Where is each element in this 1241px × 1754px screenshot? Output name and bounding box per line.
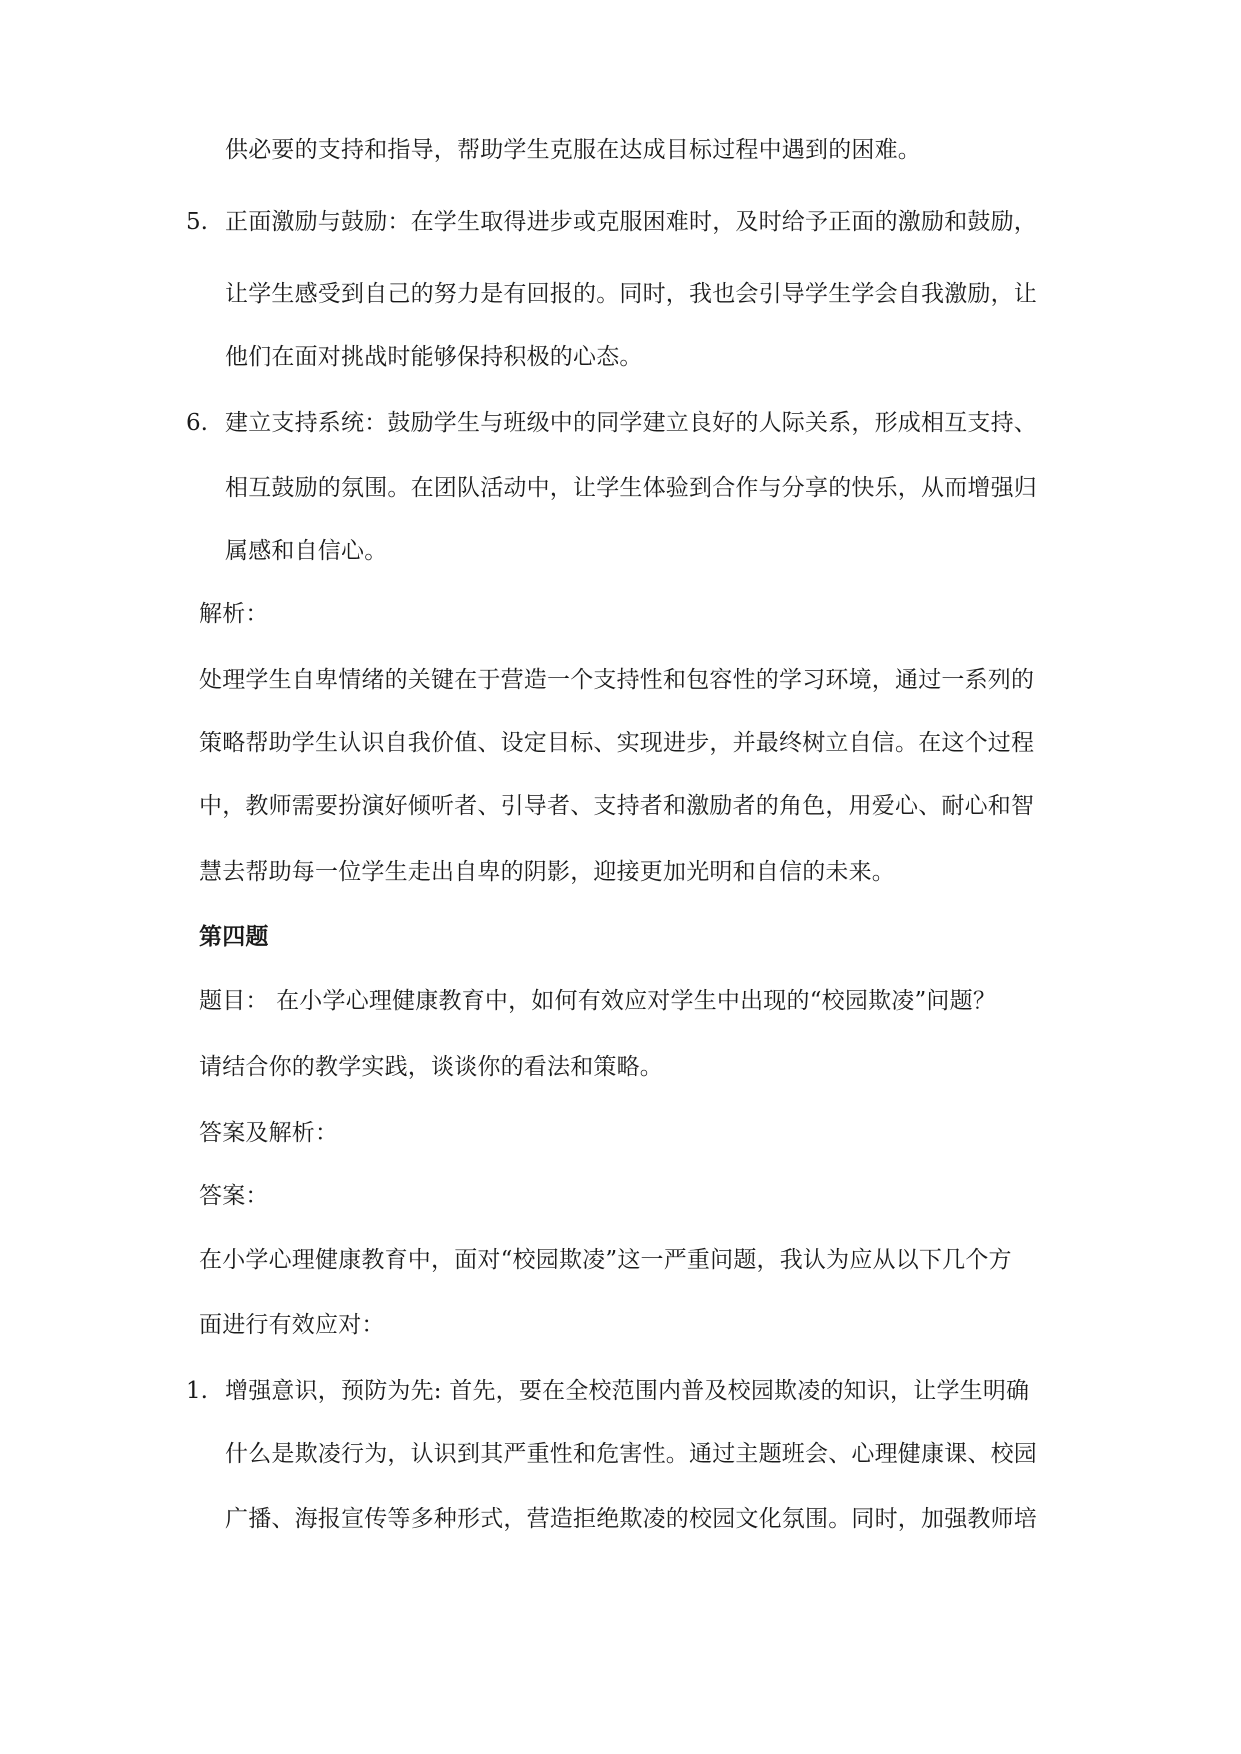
list-number-1: 1. — [186, 1378, 208, 1404]
answer-label: 答案： — [199, 1183, 269, 1209]
item6-line-3: 属感和自信心。 — [225, 538, 388, 564]
question-line-2: 请结合你的教学实践，谈谈你的看法和策略。 — [199, 1054, 663, 1080]
item1-line-3: 广播、海报宣传等多种形式，营造拒绝欺凌的校园文化氛围。同时，加强教师培 — [225, 1506, 1037, 1532]
item5-line-1: 正面激励与鼓励：在学生取得进步或克服困难时，及时给予正面的激励和鼓励， — [225, 209, 1037, 235]
item1-line-2: 什么是欺凌行为，认识到其严重性和危害性。通过主题班会、心理健康课、校园 — [225, 1441, 1037, 1467]
section-title: 第四题 — [199, 923, 269, 950]
analysis-line-1: 处理学生自卑情绪的关键在于营造一个支持性和包容性的学习环境，通过一系列的 — [199, 667, 1035, 693]
analysis-line-4: 慧去帮助每一位学生走出自卑的阴影，迎接更加光明和自信的未来。 — [199, 859, 895, 885]
list-number-6: 6. — [186, 410, 208, 436]
answer-intro-line-1: 在小学心理健康教育中，面对“校园欺凌”这一严重问题，我认为应从以下几个方 — [199, 1247, 1012, 1273]
item5-line-3: 他们在面对挑战时能够保持积极的心态。 — [225, 344, 643, 370]
answer-intro-line-2: 面进行有效应对： — [199, 1312, 385, 1338]
item6-line-2: 相互鼓励的氛围。在团队活动中，让学生体验到合作与分享的快乐，从而增强归 — [225, 475, 1037, 501]
continuation-line: 供必要的支持和指导，帮助学生克服在达成目标过程中遇到的困难。 — [225, 137, 921, 163]
list-number-5: 5. — [186, 209, 208, 235]
item5-line-2: 让学生感受到自己的努力是有回报的。同时，我也会引导学生学会自我激励，让 — [225, 281, 1037, 307]
answer-analysis-label: 答案及解析： — [199, 1120, 339, 1146]
question-line-1: 题目： 在小学心理健康教育中，如何有效应对学生中出现的“校园欺凌”问题？ — [199, 988, 997, 1014]
analysis-line-3: 中，教师需要扮演好倾听者、引导者、支持者和激励者的角色，用爱心、耐心和智 — [199, 793, 1035, 819]
analysis-line-2: 策略帮助学生认识自我价值、设定目标、实现进步，并最终树立自信。在这个过程 — [199, 730, 1035, 756]
item6-line-1: 建立支持系统：鼓励学生与班级中的同学建立良好的人际关系，形成相互支持、 — [225, 410, 1037, 436]
analysis-label: 解析： — [199, 601, 269, 627]
item1-line-1: 增强意识，预防为先: 首先，要在全校范围内普及校园欺凌的知识，让学生明确 — [225, 1378, 1030, 1404]
